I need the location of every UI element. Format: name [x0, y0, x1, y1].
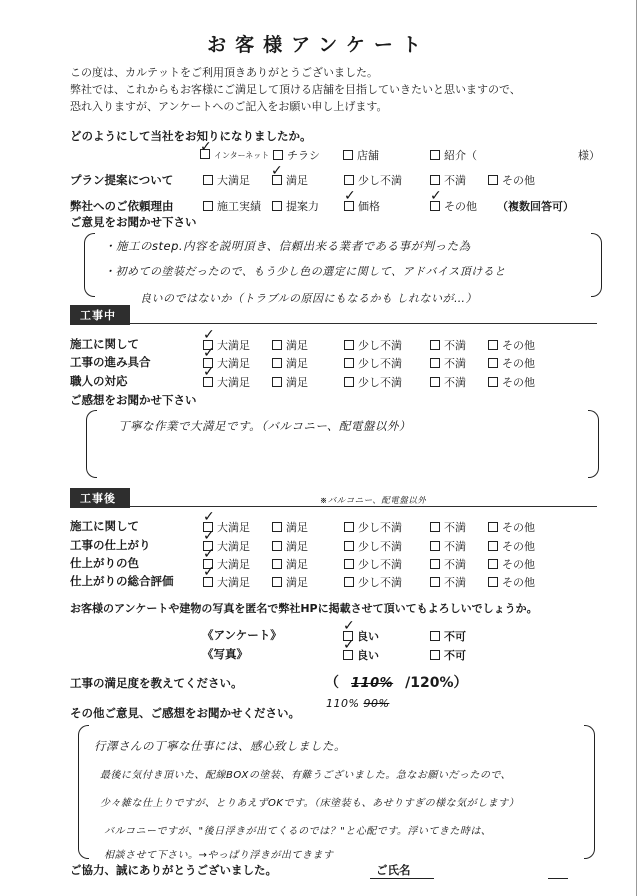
option-dissatisfied[interactable]: 不満: [430, 538, 466, 554]
page-title: お客様アンケート: [207, 34, 430, 56]
reason-option-price[interactable]: 価格: [344, 198, 380, 214]
option-satisfied[interactable]: 満足: [272, 337, 308, 353]
source-option-store[interactable]: 店舗: [343, 147, 379, 163]
option-satisfied[interactable]: 満足: [272, 538, 308, 554]
publish-photo-label: 《写真》: [202, 647, 248, 661]
checkmark-icon: ✓: [343, 618, 355, 634]
satisfaction-answer: （ 110% /120%）: [325, 675, 468, 691]
option-dissatisfied[interactable]: 不満: [430, 574, 466, 590]
plan-option-satisfied[interactable]: 満足: [272, 172, 308, 188]
intro-line-3: 恐れ入りますが、アンケートへのご記入をお願い申し上げます。: [70, 100, 388, 113]
bracket-left: [78, 725, 89, 859]
reason-option-track-record[interactable]: 施工実績: [203, 198, 261, 214]
option-other[interactable]: その他: [488, 519, 535, 535]
checkmark-icon: ✓: [200, 139, 212, 155]
option-slightly-dissatisfied[interactable]: 少し不満: [344, 574, 402, 590]
option-other[interactable]: その他: [488, 538, 535, 554]
intro-line-2: 弊社では、これからもお客様にご満足して頂ける店舗を目指していきたいと思いますので、: [70, 83, 521, 96]
option-satisfied[interactable]: 満足: [272, 355, 308, 371]
during-comment: 丁寧な作業で大満足です。（バルコニー、配電盤以外）: [118, 419, 411, 433]
satisfaction-question: 工事の満足度を教えてください。: [70, 676, 243, 690]
checkmark-icon: ✓: [203, 345, 215, 361]
option-other[interactable]: その他: [488, 355, 535, 371]
opinion-line-1: ・施工のstep.内容を説明頂き、信頼出来る業者である事が判った為: [104, 239, 471, 253]
bracket-left: [84, 233, 95, 297]
plan-option-very-satisfied[interactable]: 大満足: [203, 172, 250, 188]
name-underline: [370, 878, 434, 879]
option-slightly-dissatisfied[interactable]: 少し不満: [344, 556, 402, 572]
checkmark-icon: ✓: [203, 564, 215, 580]
publish-photo-yes[interactable]: 良い: [343, 647, 379, 663]
option-satisfied[interactable]: 満足: [272, 574, 308, 590]
plan-question: プラン提案について: [70, 173, 174, 187]
option-satisfied[interactable]: 満足: [272, 556, 308, 572]
option-very-satisfied[interactable]: 大満足: [203, 538, 250, 554]
opinion-line-3: 良いのではないか（トラブルの原因にもなるかも しれないが…）: [140, 292, 478, 305]
source-option-flyer[interactable]: チラシ: [273, 147, 320, 163]
checkmark-icon: ✓: [343, 637, 355, 653]
reason-option-other[interactable]: その他: [430, 198, 477, 214]
option-slightly-dissatisfied[interactable]: 少し不満: [344, 355, 402, 371]
after-row-label-2: 工事の仕上がり: [70, 538, 151, 552]
publish-survey-yes[interactable]: 良い: [343, 628, 379, 644]
section-after: 工事後: [70, 488, 130, 508]
option-very-satisfied[interactable]: 大満足: [203, 556, 250, 572]
source-option-internet[interactable]: インターネット: [200, 148, 269, 161]
bracket-right: [588, 410, 599, 478]
during-row-label-2: 工事の進み具合: [70, 355, 151, 369]
option-dissatisfied[interactable]: 不満: [430, 519, 466, 535]
bracket-right: [591, 233, 602, 297]
option-very-satisfied[interactable]: 大満足: [203, 374, 250, 390]
option-other[interactable]: その他: [488, 574, 535, 590]
section-divider: [70, 506, 597, 507]
publish-question: お客様のアンケートや建物の写真を匿名で弊社HPに掲載させて頂いてもよろしいでしょうか。: [70, 602, 538, 615]
intro-line-1: この度は、カルテットをご利用頂きありがとうございました。: [70, 66, 378, 79]
during-comment-question: ご感想をお聞かせ下さい: [70, 393, 197, 407]
footer-thanks: ご協力、誠にありがとうございました。: [70, 863, 277, 877]
option-dissatisfied[interactable]: 不満: [430, 556, 466, 572]
plan-option-slightly-dissatisfied[interactable]: 少し不満: [344, 172, 402, 188]
bracket-right: [584, 725, 595, 859]
option-dissatisfied[interactable]: 不満: [430, 374, 466, 390]
other-line-5: 相談させて下さい。→やっぱり浮きが出てきます: [104, 850, 334, 861]
other-question: その他ご意見、ご感想をお聞かせください。: [70, 706, 300, 720]
option-satisfied[interactable]: 満足: [272, 519, 308, 535]
other-line-4: バルコニーですが、"後日浮きが出てくるのでは？"と心配です。浮いてきた時は、: [104, 826, 492, 837]
other-line-3: 少々雑な仕上りですが、とりあえずOKです。（床塗装も、あせりすぎの様な気がします）: [100, 798, 520, 809]
option-slightly-dissatisfied[interactable]: 少し不満: [344, 538, 402, 554]
after-row-label-3: 仕上がりの色: [70, 556, 139, 570]
checkmark-icon: ✓: [203, 509, 215, 525]
option-slightly-dissatisfied[interactable]: 少し不満: [344, 519, 402, 535]
satisfaction-handwritten: 110% 90%: [326, 697, 390, 710]
option-other[interactable]: その他: [488, 556, 535, 572]
checkmark-icon: ✓: [344, 188, 356, 204]
checkmark-icon: ✓: [203, 364, 215, 380]
option-dissatisfied[interactable]: 不満: [430, 355, 466, 371]
name-label: ご氏名: [376, 863, 411, 877]
after-row-label-1: 施工に関して: [70, 519, 139, 533]
option-very-satisfied[interactable]: 大満足: [203, 355, 250, 371]
bracket-left: [86, 410, 97, 478]
opinion-line-2: ・初めての塗装だったので、もう少し色の選定に関して、アドバイス頂けると: [104, 265, 506, 278]
other-line-2: 最後に気付き頂いた、配線BOXの塗装、有難うございました。急なお願いだったので、: [100, 770, 512, 781]
publish-survey-no[interactable]: 不可: [430, 628, 466, 644]
option-other[interactable]: その他: [488, 337, 535, 353]
after-row-label-4: 仕上がりの総合評価: [70, 574, 174, 588]
checkmark-icon: ✓: [203, 546, 215, 562]
option-very-satisfied[interactable]: 大満足: [203, 337, 250, 353]
option-very-satisfied[interactable]: 大満足: [203, 519, 250, 535]
plan-option-other[interactable]: その他: [488, 172, 535, 188]
source-option-referral[interactable]: 紹介（: [430, 147, 477, 163]
checkmark-icon: ✓: [203, 528, 215, 544]
option-slightly-dissatisfied[interactable]: 少し不満: [344, 337, 402, 353]
option-other[interactable]: その他: [488, 374, 535, 390]
during-row-label-3: 職人の対応: [70, 374, 128, 388]
checkmark-icon: ✓: [203, 327, 215, 343]
after-note: ※バルコニー、配電盤以外: [320, 496, 427, 506]
option-dissatisfied[interactable]: 不満: [430, 337, 466, 353]
option-satisfied[interactable]: 満足: [272, 374, 308, 390]
source-question: どのようにして当社をお知りになりましたか。: [70, 129, 312, 143]
name-field-line[interactable]: [548, 878, 568, 879]
other-line-1: 行澤さんの丁寧な仕事には、感心致しました。: [94, 739, 346, 753]
checkmark-icon: ✓: [430, 188, 442, 204]
opinion-question: ご意見をお聞かせ下さい: [70, 215, 197, 229]
section-divider: [70, 323, 597, 324]
reason-option-proposal[interactable]: 提案力: [272, 198, 319, 214]
during-row-label-1: 施工に関して: [70, 337, 139, 351]
plan-option-dissatisfied[interactable]: 不満: [430, 172, 466, 188]
section-during: 工事中: [70, 305, 130, 325]
reason-note: （複数回答可）: [497, 200, 574, 213]
publish-photo-no[interactable]: 不可: [430, 647, 466, 663]
checkmark-icon: ✓: [271, 163, 283, 179]
option-slightly-dissatisfied[interactable]: 少し不満: [344, 374, 402, 390]
publish-survey-label: 《アンケート》: [202, 628, 282, 642]
source-referral-suffix: 様）: [578, 149, 600, 162]
option-very-satisfied[interactable]: 大満足: [203, 574, 250, 590]
reason-question: 弊社へのご依頼理由: [70, 199, 174, 213]
